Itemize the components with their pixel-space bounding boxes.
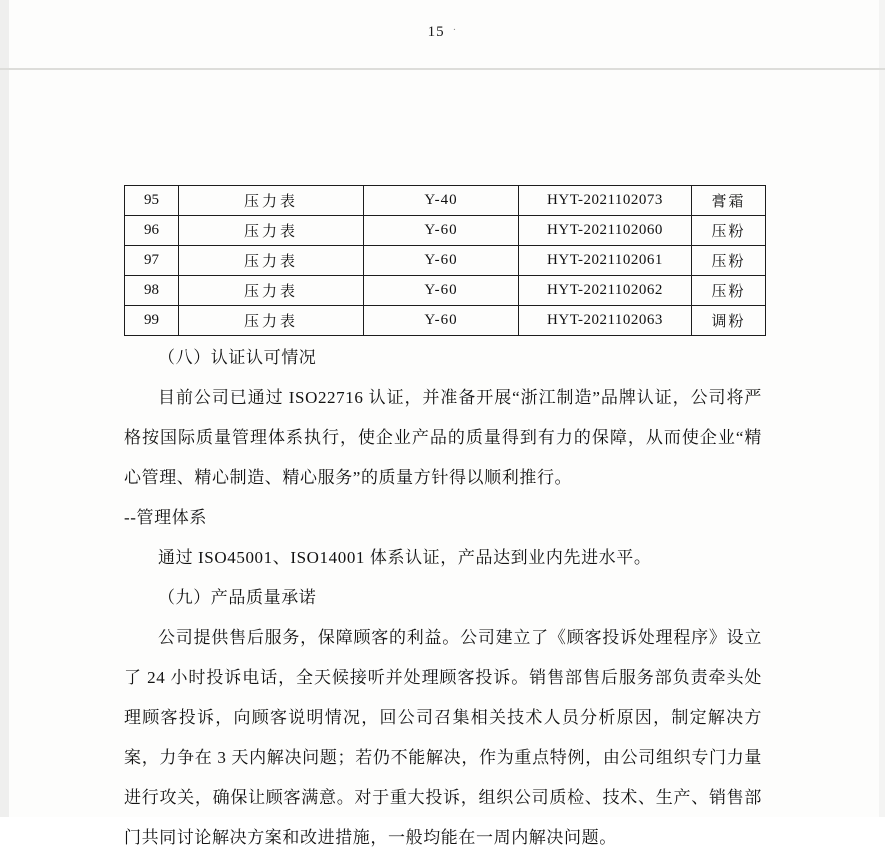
cell-name: 压力表 bbox=[179, 306, 364, 336]
cell-use: 调粉 bbox=[692, 306, 766, 336]
cell-name: 压力表 bbox=[179, 276, 364, 306]
cell-index: 99 bbox=[125, 306, 179, 336]
table-row bbox=[125, 246, 766, 276]
cell-use: 压粉 bbox=[692, 246, 766, 276]
table-row bbox=[125, 216, 766, 246]
document-body bbox=[124, 338, 762, 858]
page-number-value: 15 bbox=[427, 24, 445, 40]
cell-index: 97 bbox=[125, 246, 179, 276]
scan-edge-left bbox=[0, 0, 9, 817]
cell-code: HYT-2021102060 bbox=[519, 216, 692, 246]
cell-name: 压力表 bbox=[179, 186, 364, 216]
section-8-para-2: 通过 ISO45001、ISO14001 体系认证，产品达到业内先进水平。 bbox=[158, 548, 652, 567]
header-divider bbox=[0, 68, 885, 70]
cell-use: 压粉 bbox=[692, 276, 766, 306]
cell-model: Y-60 bbox=[364, 306, 519, 336]
table-row bbox=[125, 276, 766, 306]
cell-model: Y-40 bbox=[364, 186, 519, 216]
table-row bbox=[125, 186, 766, 216]
cell-code: HYT-2021102062 bbox=[519, 276, 692, 306]
page-number bbox=[0, 24, 885, 41]
section-9-para-1: 公司提供售后服务，保障顾客的利益。公司建立了《顾客投诉处理程序》设立了 24 小时投诉电话，全天候接听并处理顾客投诉。销售部售后服务部负责牵头处理顾客投诉，向顾客说明情况，回公司召集相关技术人员分析原因，制定解决方案，力争在 3 天内解决问题；若仍不能解决，作为重点特例，由公司组织专门力量进行攻关，确保让顾客满意。对于重大投诉，组织公司质检、技术、生产、销售部门共同讨论解决方案和改进措施，一般均能在一周内解决问题。 bbox=[124, 628, 762, 847]
cell-name: 压力表 bbox=[179, 216, 364, 246]
cell-index: 96 bbox=[125, 216, 179, 246]
cell-use: 压粉 bbox=[692, 216, 766, 246]
section-8-para-1: 目前公司已通过 ISO22716 认证，并准备开展“浙江制造”品牌认证，公司将严格按国际质量管理体系执行，使企业产品的质量得到有力的保障，从而使企业“精心管理、精心制造、精心服务”的质量方针得以顺利推行。 bbox=[124, 388, 762, 487]
cell-index: 95 bbox=[125, 186, 179, 216]
cell-code: HYT-2021102063 bbox=[519, 306, 692, 336]
cell-model: Y-60 bbox=[364, 276, 519, 306]
cell-code: HYT-2021102073 bbox=[519, 186, 692, 216]
cell-index: 98 bbox=[125, 276, 179, 306]
cell-use: 膏霜 bbox=[692, 186, 766, 216]
section-8-title: （八）认证认可情况 bbox=[158, 348, 317, 367]
table-row bbox=[125, 306, 766, 336]
page-number-mark: · bbox=[452, 24, 458, 36]
cell-model: Y-60 bbox=[364, 246, 519, 276]
cell-code: HYT-2021102061 bbox=[519, 246, 692, 276]
scan-edge-right bbox=[879, 0, 885, 817]
equipment-table bbox=[124, 185, 766, 336]
cell-model: Y-60 bbox=[364, 216, 519, 246]
section-9-title: （九）产品质量承诺 bbox=[158, 588, 317, 607]
cell-name: 压力表 bbox=[179, 246, 364, 276]
section-8-subtitle: --管理体系 bbox=[124, 508, 207, 527]
